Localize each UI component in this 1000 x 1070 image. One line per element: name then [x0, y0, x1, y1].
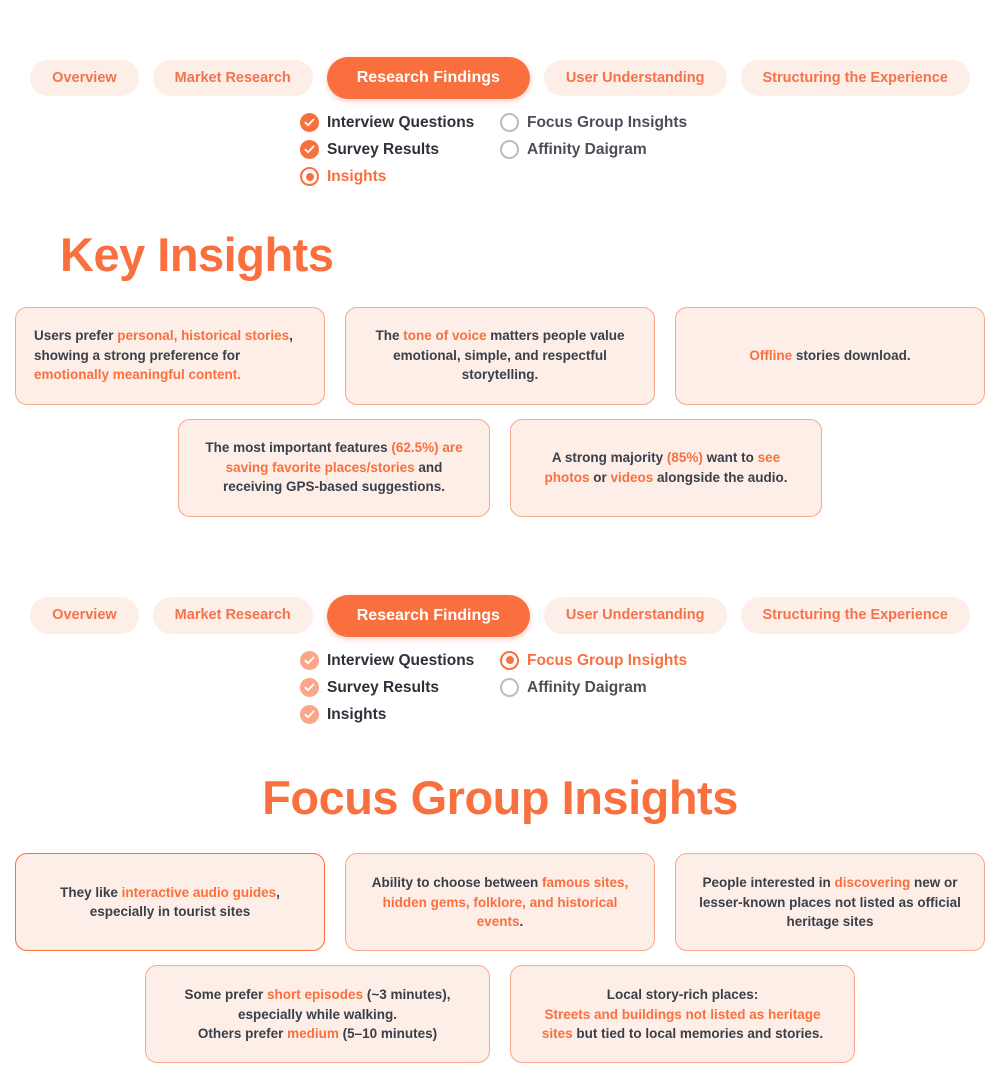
tab-research-findings[interactable]: Research Findings — [327, 595, 530, 637]
suboption-label: Survey Results — [327, 140, 439, 158]
tab-structuring-the-experience[interactable]: Structuring the Experience — [741, 60, 970, 97]
card-text: People interested in discovering new or lesser-known places not listed as official heritage sites — [699, 875, 961, 930]
section-key-insights — [0, 0, 1000, 517]
card-text: The tone of voice matters people value emotional, simple, and respectful storytelling. — [375, 328, 625, 383]
suboption-label: Focus Group Insights — [527, 113, 688, 131]
check-icon — [300, 651, 319, 670]
card-text: Local story-rich places: Streets and buildings not listed as heritage sites but tied to local memories and stories. — [541, 987, 824, 1042]
card-text: Some prefer short episodes (~3 minutes), especially while walking. Others prefer medium (5–10 minutes) — [184, 987, 451, 1042]
suboption-label: Affinity Daigram — [527, 140, 647, 158]
radio-empty-icon — [500, 140, 519, 159]
suboption-interview-questions[interactable] — [300, 651, 486, 670]
suboptions-2 — [0, 651, 1000, 724]
section-focus-group-insights — [0, 517, 1000, 1064]
tab-user-understanding[interactable]: User Understanding — [544, 597, 727, 634]
suboption-label: Focus Group Insights — [527, 651, 688, 669]
suboption-label: Interview Questions — [327, 651, 475, 669]
suboptions-column-left-2 — [300, 651, 486, 724]
suboption-survey-results[interactable] — [300, 678, 486, 697]
card-text: Offline stories download. — [749, 347, 911, 363]
tab-overview[interactable]: Overview — [30, 60, 139, 97]
focus-group-card-row-2 — [0, 965, 1000, 1063]
tab-overview[interactable]: Overview — [30, 597, 139, 634]
card-text: Ability to choose between famous sites, hidden gems, folklore, and historical events. — [371, 875, 629, 930]
check-icon — [300, 705, 319, 724]
suboption-affinity-daigram[interactable] — [500, 140, 700, 159]
tab-structuring-the-experience[interactable]: Structuring the Experience — [741, 597, 970, 634]
card-text: The most important features (62.5%) are saving favorite places/stories and receiving GPS-based suggestions. — [205, 440, 463, 495]
page-title-key-insights: Key Insights — [60, 228, 334, 281]
page-title-focus-group-insights: Focus Group Insights — [262, 770, 738, 824]
tab-bar-2 — [0, 595, 1000, 637]
card-local-story-places — [510, 965, 855, 1063]
card-choose-sites — [345, 853, 655, 951]
insight-card-row-1 — [0, 307, 1000, 405]
suboption-survey-results[interactable] — [300, 140, 486, 159]
insight-card-row-2 — [0, 419, 1000, 517]
radio-selected-icon — [300, 167, 319, 186]
card-text: They like interactive audio guides, especially in tourist sites — [60, 884, 280, 920]
card-episode-length — [145, 965, 490, 1063]
card-important-features — [178, 419, 490, 517]
suboptions-column-left-1 — [300, 113, 486, 186]
card-personal-stories — [15, 307, 325, 405]
tab-market-research[interactable]: Market Research — [153, 60, 313, 97]
radio-selected-icon — [500, 651, 519, 670]
card-discovering-places — [675, 853, 985, 951]
card-text: Users prefer personal, historical stories, showing a strong preference for emotionally meaningful content. — [34, 328, 293, 383]
suboption-insights[interactable] — [300, 705, 486, 724]
radio-empty-icon — [500, 678, 519, 697]
suboption-insights[interactable] — [300, 167, 486, 186]
suboption-affinity-daigram[interactable] — [500, 678, 700, 697]
check-icon — [300, 113, 319, 132]
suboptions-1 — [0, 113, 1000, 186]
focus-group-card-row-1 — [0, 853, 1000, 951]
suboption-label: Survey Results — [327, 678, 439, 696]
radio-empty-icon — [500, 113, 519, 132]
card-interactive-guides — [15, 853, 325, 951]
check-icon — [300, 678, 319, 697]
suboptions-column-right-1 — [500, 113, 700, 186]
tab-bar-1 — [0, 57, 1000, 99]
card-offline-stories — [675, 307, 985, 405]
check-icon — [300, 140, 319, 159]
tab-user-understanding[interactable]: User Understanding — [544, 60, 727, 97]
suboption-label: Interview Questions — [327, 113, 475, 131]
tab-market-research[interactable]: Market Research — [153, 597, 313, 634]
card-tone-of-voice — [345, 307, 655, 405]
suboption-interview-questions[interactable] — [300, 113, 486, 132]
suboptions-column-right-2 — [500, 651, 700, 724]
suboption-label: Affinity Daigram — [527, 678, 647, 696]
suboption-focus-group-insights[interactable] — [500, 113, 700, 132]
tab-research-findings[interactable]: Research Findings — [327, 57, 530, 99]
suboption-focus-group-insights[interactable] — [500, 651, 700, 670]
card-text: A strong majority (85%) want to see photos or videos alongside the audio. — [544, 450, 788, 485]
suboption-label: Insights — [327, 167, 387, 185]
card-photos-videos — [510, 419, 822, 517]
suboption-label: Insights — [327, 705, 387, 723]
